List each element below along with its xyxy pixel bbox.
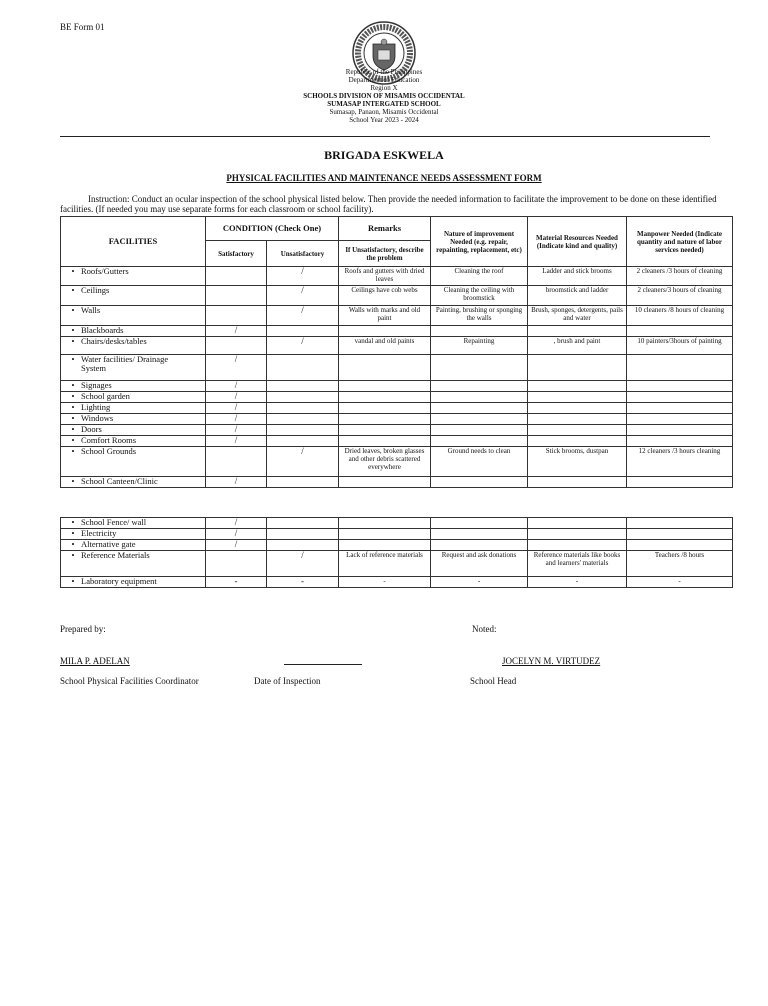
preparer-name: MILA P. ADELAN xyxy=(60,656,130,666)
header-facilities: FACILITIES xyxy=(61,217,206,267)
table-row xyxy=(61,306,733,326)
material-cell: Stick brooms, dustpan xyxy=(528,447,627,477)
nature-cell xyxy=(431,529,528,540)
header-material: Material Resources Needed (Indicate kind and quality) xyxy=(528,217,627,267)
unsatisfactory-cell xyxy=(267,477,339,488)
table-row xyxy=(61,518,733,529)
facility-name: School Fence/ wall xyxy=(81,517,147,527)
unsatisfactory-cell xyxy=(267,529,339,540)
material-cell xyxy=(528,477,627,488)
material-cell xyxy=(528,392,627,403)
nature-cell: Painting, brushing or sponging the walls xyxy=(431,306,528,326)
satisfactory-cell: / xyxy=(206,540,267,551)
satisfactory-cell xyxy=(206,267,267,286)
material-cell: broomstick and ladder xyxy=(528,286,627,306)
bullet-icon: • xyxy=(71,325,75,335)
remarks-cell: Walls with marks and old paint xyxy=(339,306,431,326)
manpower-cell xyxy=(627,540,733,551)
material-cell xyxy=(528,414,627,425)
header-remarks: Remarks xyxy=(339,217,431,241)
table-row xyxy=(61,403,733,414)
facility-name: Water facilities/ Drainage System xyxy=(81,354,169,373)
facility-name: Lighting xyxy=(81,402,111,412)
facility-cell xyxy=(61,477,206,488)
material-cell xyxy=(528,425,627,436)
nature-cell xyxy=(431,518,528,529)
facility-name: Windows xyxy=(81,413,114,423)
facility-name: Ceilings xyxy=(81,285,110,295)
bullet-icon: • xyxy=(71,285,75,295)
bullet-icon: • xyxy=(71,528,75,538)
instruction-text: Instruction: Conduct an ocular inspection of the school physical listed below. Then provide the needed information to facilitate the improvement to be done on these identified facilities. (If needed you may use separate forms for each classroom or school facility). xyxy=(60,194,717,214)
bullet-icon: • xyxy=(71,446,75,456)
bullet-icon: • xyxy=(71,550,75,560)
form-number: BE Form 01 xyxy=(60,22,105,32)
satisfactory-cell: / xyxy=(206,436,267,447)
unsatisfactory-cell xyxy=(267,425,339,436)
assessment-table-continued xyxy=(60,517,733,588)
facility-name: Signages xyxy=(81,380,112,390)
facility-cell xyxy=(61,577,206,588)
prepared-by-label: Prepared by: xyxy=(60,624,106,634)
facility-cell xyxy=(61,540,206,551)
satisfactory-cell: / xyxy=(206,355,267,381)
table-row xyxy=(61,551,733,577)
remarks-cell xyxy=(339,381,431,392)
material-cell: Brush, sponges, detergents, pails and water xyxy=(528,306,627,326)
facility-cell xyxy=(61,403,206,414)
manpower-cell: Teachers /8 hours xyxy=(627,551,733,577)
unsatisfactory-cell xyxy=(267,381,339,392)
header-line-republic: Republic of the Philippines xyxy=(345,68,423,76)
bullet-icon: • xyxy=(71,576,75,586)
nature-cell xyxy=(431,381,528,392)
manpower-cell xyxy=(627,381,733,392)
facility-cell xyxy=(61,306,206,326)
material-cell: Reference materials like books and learners' materials xyxy=(528,551,627,577)
satisfactory-cell: - xyxy=(206,577,267,588)
nature-cell: Cleaning the ceiling with broomstick xyxy=(431,286,528,306)
satisfactory-cell: / xyxy=(206,326,267,337)
unsatisfactory-cell xyxy=(267,414,339,425)
facility-cell xyxy=(61,337,206,355)
form-subtitle: PHYSICAL FACILITIES AND MAINTENANCE NEEDS ASSESSMENT FORM xyxy=(226,173,542,183)
facility-name: Blackboards xyxy=(81,325,124,335)
bullet-icon: • xyxy=(71,354,75,364)
table-row xyxy=(61,337,733,355)
table-row xyxy=(61,267,733,286)
material-cell: Ladder and stick brooms xyxy=(528,267,627,286)
remarks-cell xyxy=(339,392,431,403)
material-cell xyxy=(528,518,627,529)
header-line-department: Department of Education xyxy=(348,76,420,84)
remarks-cell: Ceilings have cob webs xyxy=(339,286,431,306)
unsatisfactory-cell xyxy=(267,326,339,337)
unsatisfactory-cell xyxy=(267,436,339,447)
facility-cell xyxy=(61,355,206,381)
unsatisfactory-cell xyxy=(267,355,339,381)
facility-cell xyxy=(61,518,206,529)
bullet-icon: • xyxy=(71,476,75,486)
nature-cell xyxy=(431,355,528,381)
facility-cell xyxy=(61,529,206,540)
remarks-cell: - xyxy=(339,577,431,588)
nature-cell: - xyxy=(431,577,528,588)
satisfactory-cell: / xyxy=(206,392,267,403)
facility-name: Comfort Rooms xyxy=(81,435,137,445)
manpower-cell: 10 painters/3hours of painting xyxy=(627,337,733,355)
remarks-cell xyxy=(339,414,431,425)
table-row xyxy=(61,355,733,381)
remarks-cell xyxy=(339,326,431,337)
satisfactory-cell xyxy=(206,306,267,326)
bullet-icon: • xyxy=(71,424,75,434)
material-cell xyxy=(528,436,627,447)
facility-name: Laboratory equipment xyxy=(81,576,157,586)
satisfactory-cell: / xyxy=(206,518,267,529)
unsatisfactory-cell: / xyxy=(267,267,339,286)
manpower-cell: 2 cleaners /3 hours of cleaning xyxy=(627,267,733,286)
header-school: SUMASAP INTERGATED SCHOOL xyxy=(327,100,441,108)
nature-cell xyxy=(431,326,528,337)
facility-name: Doors xyxy=(81,424,102,434)
remarks-cell: vandal and old paints xyxy=(339,337,431,355)
table-row xyxy=(61,529,733,540)
facility-cell xyxy=(61,286,206,306)
manpower-cell xyxy=(627,518,733,529)
manpower-cell xyxy=(627,414,733,425)
facility-name: Roofs/Gutters xyxy=(81,266,129,276)
unsatisfactory-cell: / xyxy=(267,551,339,577)
facility-name: School Grounds xyxy=(81,446,137,456)
satisfactory-cell xyxy=(206,447,267,477)
manpower-cell: 2 cleaners/3 hours of cleaning xyxy=(627,286,733,306)
satisfactory-cell: / xyxy=(206,414,267,425)
header-manpower: Manpower Needed (Indicate quantity and nature of labor services needed) xyxy=(627,217,733,267)
facility-name: Alternative gate xyxy=(81,539,136,549)
facility-cell xyxy=(61,381,206,392)
facility-cell xyxy=(61,447,206,477)
facility-cell xyxy=(61,414,206,425)
head-title: School Head xyxy=(470,676,517,686)
unsatisfactory-cell: - xyxy=(267,577,339,588)
header-unsatisfactory: Unsatisfactory xyxy=(267,241,339,267)
bullet-icon: • xyxy=(71,266,75,276)
bullet-icon: • xyxy=(71,305,75,315)
remarks-cell xyxy=(339,518,431,529)
manpower-cell xyxy=(627,403,733,414)
manpower-cell: 12 cleaners /3 hours cleaning xyxy=(627,447,733,477)
facility-cell xyxy=(61,425,206,436)
remarks-cell xyxy=(339,425,431,436)
satisfactory-cell: / xyxy=(206,477,267,488)
bullet-icon: • xyxy=(71,539,75,549)
material-cell xyxy=(528,326,627,337)
facility-name: Walls xyxy=(81,305,101,315)
unsatisfactory-cell xyxy=(267,540,339,551)
satisfactory-cell xyxy=(206,337,267,355)
nature-cell xyxy=(431,425,528,436)
header-line-region: Region X xyxy=(370,84,398,92)
remarks-cell xyxy=(339,436,431,447)
manpower-cell xyxy=(627,529,733,540)
table-row xyxy=(61,326,733,337)
facility-name: Electricity xyxy=(81,528,117,538)
satisfactory-cell: / xyxy=(206,403,267,414)
noted-label: Noted: xyxy=(472,624,497,634)
satisfactory-cell xyxy=(206,551,267,577)
table-row xyxy=(61,436,733,447)
facility-name: School Canteen/Clinic xyxy=(81,476,158,486)
letterhead xyxy=(0,68,768,124)
header-school-year: School Year 2023 - 2024 xyxy=(349,116,419,124)
satisfactory-cell: / xyxy=(206,425,267,436)
facility-name: Chairs/desks/tables xyxy=(81,336,147,346)
material-cell xyxy=(528,403,627,414)
facility-cell xyxy=(61,392,206,403)
remarks-cell xyxy=(339,403,431,414)
form-title: BRIGADA ESKWELA xyxy=(324,148,444,162)
table-row xyxy=(61,425,733,436)
table-row xyxy=(61,392,733,403)
bullet-icon: • xyxy=(71,413,75,423)
nature-cell: Request and ask donations xyxy=(431,551,528,577)
header-remarks-sub: If Unsatisfactory, describe the problem xyxy=(339,241,431,267)
nature-cell xyxy=(431,414,528,425)
manpower-cell: - xyxy=(627,577,733,588)
nature-cell: Ground needs to clean xyxy=(431,447,528,477)
manpower-cell xyxy=(627,425,733,436)
header-division: SCHOOLS DIVISION OF MISAMIS OCCIDENTAL xyxy=(303,92,465,100)
facility-cell xyxy=(61,267,206,286)
manpower-cell xyxy=(627,392,733,403)
remarks-cell xyxy=(339,540,431,551)
table-row xyxy=(61,540,733,551)
remarks-cell xyxy=(339,355,431,381)
nature-cell xyxy=(431,540,528,551)
remarks-cell: Dried leaves, broken glasses and other debris scattered everywhere xyxy=(339,447,431,477)
header-condition: CONDITION (Check One) xyxy=(206,217,339,241)
nature-cell: Repainting xyxy=(431,337,528,355)
remarks-cell: Roofs and gutters with dried leaves xyxy=(339,267,431,286)
table-row xyxy=(61,414,733,425)
unsatisfactory-cell: / xyxy=(267,306,339,326)
satisfactory-cell xyxy=(206,286,267,306)
manpower-cell xyxy=(627,326,733,337)
bullet-icon: • xyxy=(71,391,75,401)
assessment-table xyxy=(60,216,733,488)
manpower-cell xyxy=(627,477,733,488)
material-cell xyxy=(528,529,627,540)
facility-cell xyxy=(61,551,206,577)
material-cell xyxy=(528,355,627,381)
head-name: JOCELYN M. VIRTUDEZ xyxy=(502,656,601,666)
preparer-title: School Physical Facilities Coordinator xyxy=(60,676,199,686)
remarks-cell xyxy=(339,529,431,540)
facility-cell xyxy=(61,436,206,447)
unsatisfactory-cell: / xyxy=(267,337,339,355)
manpower-cell: 10 cleaners /8 hours of cleaning xyxy=(627,306,733,326)
header-satisfactory: Satisfactory xyxy=(206,241,267,267)
unsatisfactory-cell xyxy=(267,403,339,414)
header-divider xyxy=(60,136,710,137)
nature-cell: Cleaning the roof xyxy=(431,267,528,286)
material-cell: - xyxy=(528,577,627,588)
manpower-cell xyxy=(627,355,733,381)
material-cell: , brush and paint xyxy=(528,337,627,355)
header-nature: Nature of improvement Needed (e.g. repair, repainting, replacement, etc) xyxy=(431,217,528,267)
remarks-cell xyxy=(339,477,431,488)
unsatisfactory-cell xyxy=(267,518,339,529)
bullet-icon: • xyxy=(71,402,75,412)
bullet-icon: • xyxy=(71,336,75,346)
bullet-icon: • xyxy=(71,435,75,445)
table-row xyxy=(61,381,733,392)
date-blank-line xyxy=(284,664,362,665)
unsatisfactory-cell xyxy=(267,392,339,403)
material-cell xyxy=(528,381,627,392)
material-cell xyxy=(528,540,627,551)
satisfactory-cell: / xyxy=(206,529,267,540)
header-address: Sumasap, Panaon, Misamis Occidental xyxy=(329,108,439,116)
nature-cell xyxy=(431,392,528,403)
nature-cell xyxy=(431,477,528,488)
manpower-cell xyxy=(627,436,733,447)
facility-name: Reference Materials xyxy=(81,550,150,560)
nature-cell xyxy=(431,436,528,447)
unsatisfactory-cell: / xyxy=(267,286,339,306)
table-row xyxy=(61,577,733,588)
unsatisfactory-cell: / xyxy=(267,447,339,477)
facility-name: School garden xyxy=(81,391,130,401)
table-row xyxy=(61,286,733,306)
table-row xyxy=(61,477,733,488)
remarks-cell: Lack of reference materials xyxy=(339,551,431,577)
nature-cell xyxy=(431,403,528,414)
date-label: Date of Inspection xyxy=(254,676,321,686)
bullet-icon: • xyxy=(71,517,75,527)
facility-cell xyxy=(61,326,206,337)
table-row xyxy=(61,447,733,477)
satisfactory-cell: / xyxy=(206,381,267,392)
bullet-icon: • xyxy=(71,380,75,390)
